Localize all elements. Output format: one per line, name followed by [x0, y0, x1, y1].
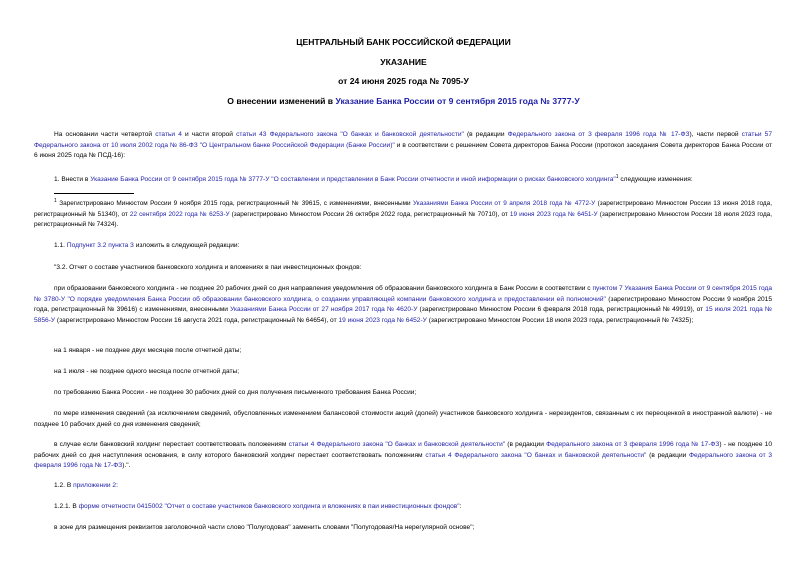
jan-paragraph: на 1 января - не позднее двух месяцев после отчетной даты; [54, 347, 242, 354]
link[interactable]: статьи 4 Федерального закона "О банках и банковской деятельности" [425, 451, 647, 459]
zone-paragraph: в зоне для размещения реквизитов заголовочной части слово "Полугодовая" заменить словами "Полугодовая/На нерегулярной основе"; [54, 524, 475, 531]
org-heading: ЦЕНТРАЛЬНЫЙ БАНК РОССИЙСКОЙ ФЕДЕРАЦИИ [296, 37, 511, 47]
footnote-ref[interactable]: 1 [615, 174, 619, 180]
footnote-paragraph: $^1$ Зарегистрировано Минюстом России 9 ноября 2015 года, регистрационный № 39615, с изменениями, внесенными Указаниями Банка России от 9 апреля 2018 года № 4772-У (зарегистрировано Минюстом России 13 июня 2018 года, регистрационный № 51340), от 22 сентября 2022 года № 6253-У (зарегистрировано Минюстом России 26 октября 2022 года, регистрационный № 70710), от 19 июня 2023 года № 6451-У (зарегистрировано Минюстом России 18 июля 2023 года, регистрационный № 74324). [34, 198, 773, 229]
item-1-paragraph: 1. Внести в Указание Банка России от 9 сентября 2015 года № 3777-У "О составлении и представлении в Банк России отчетности и иной информации о рисках банковского холдинга"$^1$ следующие изменения: [54, 174, 693, 184]
link[interactable]: статьи 43 Федерального закона "О банках и банковской деятельности" [236, 131, 464, 138]
item-3-2-paragraph: "3.2. Отчет о составе участников банковского холдинга и вложениях в паи инвестиционных фондов: [54, 264, 362, 271]
link[interactable]: статьи 4 Федерального закона "О банках и банковской деятельности" [288, 441, 506, 448]
link[interactable]: Указаниями Банка России от 27 ноября 2017 года № 4620-У [230, 306, 418, 314]
request-paragraph: по требованию Банка России - не позднее 30 рабочих дней со дня получения письменного требования Банка России; [54, 389, 417, 396]
ceases-paragraph: в случае если банковский холдинг перестает соответствовать положениям статьи 4 Федерального закона "О банках и банковской деятельности" (в редакции Федерального закона от 3 февраля 1996 года № 17-ФЗ) - не позднее 10 рабочих дней со дня наступления основания, в силу которого банковский холдинг перестает соответствовать положениям статьи 4 Федерального закона "О банках и банковской деятельности" (в редакции Федерального закона от 3 февраля 1996 года № 17-ФЗ).". [34, 441, 773, 470]
formation-paragraph: при образовании банковского холдинга - не позднее 20 рабочих дней со дня направления уведомления об образовании банковского холдинга в Банк России в соответствии с пунктом 7 Указания Банка России от 9 сентября 2015 года № 3780-У "О порядке уведомления Банка России об образовании банковского холдинга, о создании управляющей компании банковского холдинга и предоставлении ей полномочий" (зарегистрировано Минюстом России 9 ноября 2015 года, регистрационный № 39616) с изменениями, внесенными Указаниями Банка России от 27 ноября 2017 года № 4620-У (зарегистрировано Минюстом России 6 февраля 2018 года, регистрационный № 49919), от 15 июля 2021 года № 5856-У (зарегистрировано Минюстом России 16 августа 2021 года, регистрационный № 64654), от 19 июня 2023 года № 6452-У (зарегистрировано Минюстом России 18 июля 2023 года, регистрационный № 74325); [34, 285, 773, 324]
change-paragraph: по мере изменения сведений (за исключением сведений, обусловленных изменением балансовой стоимости акций (долей) участников банковского холдинга - нерезидентов, связанным с их переоценкой в иностранной валюте) - не позднее 10 рабочих дней со дня изменения сведений; [34, 410, 772, 428]
link[interactable]: Федерального закона от 3 февраля 1996 года № 17-ФЗ [546, 441, 720, 448]
link[interactable]: пунктом 7 Указания Банка России от 9 сентября 2015 года № 3780-У "О порядке уведомления Банка России об образовании банковского холдинга, о создании управляющей компании банковского холдинга и предоставлении ей полномочий" [34, 285, 773, 303]
link[interactable]: 19 июня 2023 года № 6452-У [338, 316, 427, 324]
preamble-paragraph: На основании части четвертой статьи 4 и части второй статьи 43 Федерального закона "О банках и банковской деятельности" (в редакции Федерального закона от 3 февраля 1996 года № 17-ФЗ), части первой статьи 57 Федерального закона от 10 июля 2002 года № 86-ФЗ "О Центральном банке Российской Федерации (Банке России)" и в соответствии с решением Совета директоров Банка России (протокол заседания Совета директоров Банка России от 6 июня 2025 года № ПСД-16): [34, 131, 773, 160]
item-1-2-paragraph: 1.2. В приложении 2: [54, 482, 118, 489]
link[interactable]: Указаниями Банка России от 9 апреля 2018 года № 4772-У [413, 200, 596, 208]
doc-type-heading: УКАЗАНИЕ [380, 57, 427, 67]
jul-paragraph: на 1 июля - не позднее одного месяца после отчетной даты; [54, 368, 240, 375]
link[interactable]: форме отчетности 0415002 "Отчет о составе участников банковского холдинга и вложениях в паи инвестиционных фондов" [78, 503, 460, 510]
link[interactable]: Указание Банка России от 9 сентября 2015 года № 3777-У "О составлении и представлении в Банк России отчетности и иной информации о рисках банковского холдинга" [90, 176, 616, 184]
link[interactable]: 22 сентября 2022 года № 6253-У [129, 210, 230, 218]
link[interactable]: приложении 2 [73, 482, 117, 489]
link[interactable]: Федерального закона от 3 февраля 1996 года № 17-ФЗ [507, 131, 690, 138]
item-1-1-paragraph: 1.1. Подпункт 3.2 пункта 3 изложить в следующей редакции: [54, 242, 240, 249]
doc-title: О внесении изменений в Указание Банка России от 9 сентября 2015 года № 3777-У [227, 96, 580, 106]
link[interactable]: Подпункт 3.2 пункта 3 [66, 242, 134, 249]
link[interactable]: 19 июня 2023 года № 6451-У [509, 210, 598, 218]
link[interactable]: статьи 57 Федерального закона от 10 июля 2002 года № 86-ФЗ "О Центральном банке Российской Федерации (Банке России)" [34, 131, 773, 149]
link[interactable]: статьи 4 [155, 131, 182, 138]
doc-date-heading: от 24 июня 2025 года № 7095-У [338, 76, 469, 86]
item-1-2-1-paragraph: 1.2.1. В форме отчетности 0415002 "Отчет о составе участников банковского холдинга и вложениях в паи инвестиционных фондов": [54, 503, 462, 510]
title-link[interactable]: Указание Банка России от 9 сентября 2015 года № 3777-У [335, 96, 580, 106]
link[interactable]: Федерального закона от 3 февраля 1996 года № 17-ФЗ [34, 451, 772, 470]
footnote-separator [54, 193, 134, 194]
link[interactable]: 15 июля 2021 года № 5856-У [34, 306, 772, 324]
